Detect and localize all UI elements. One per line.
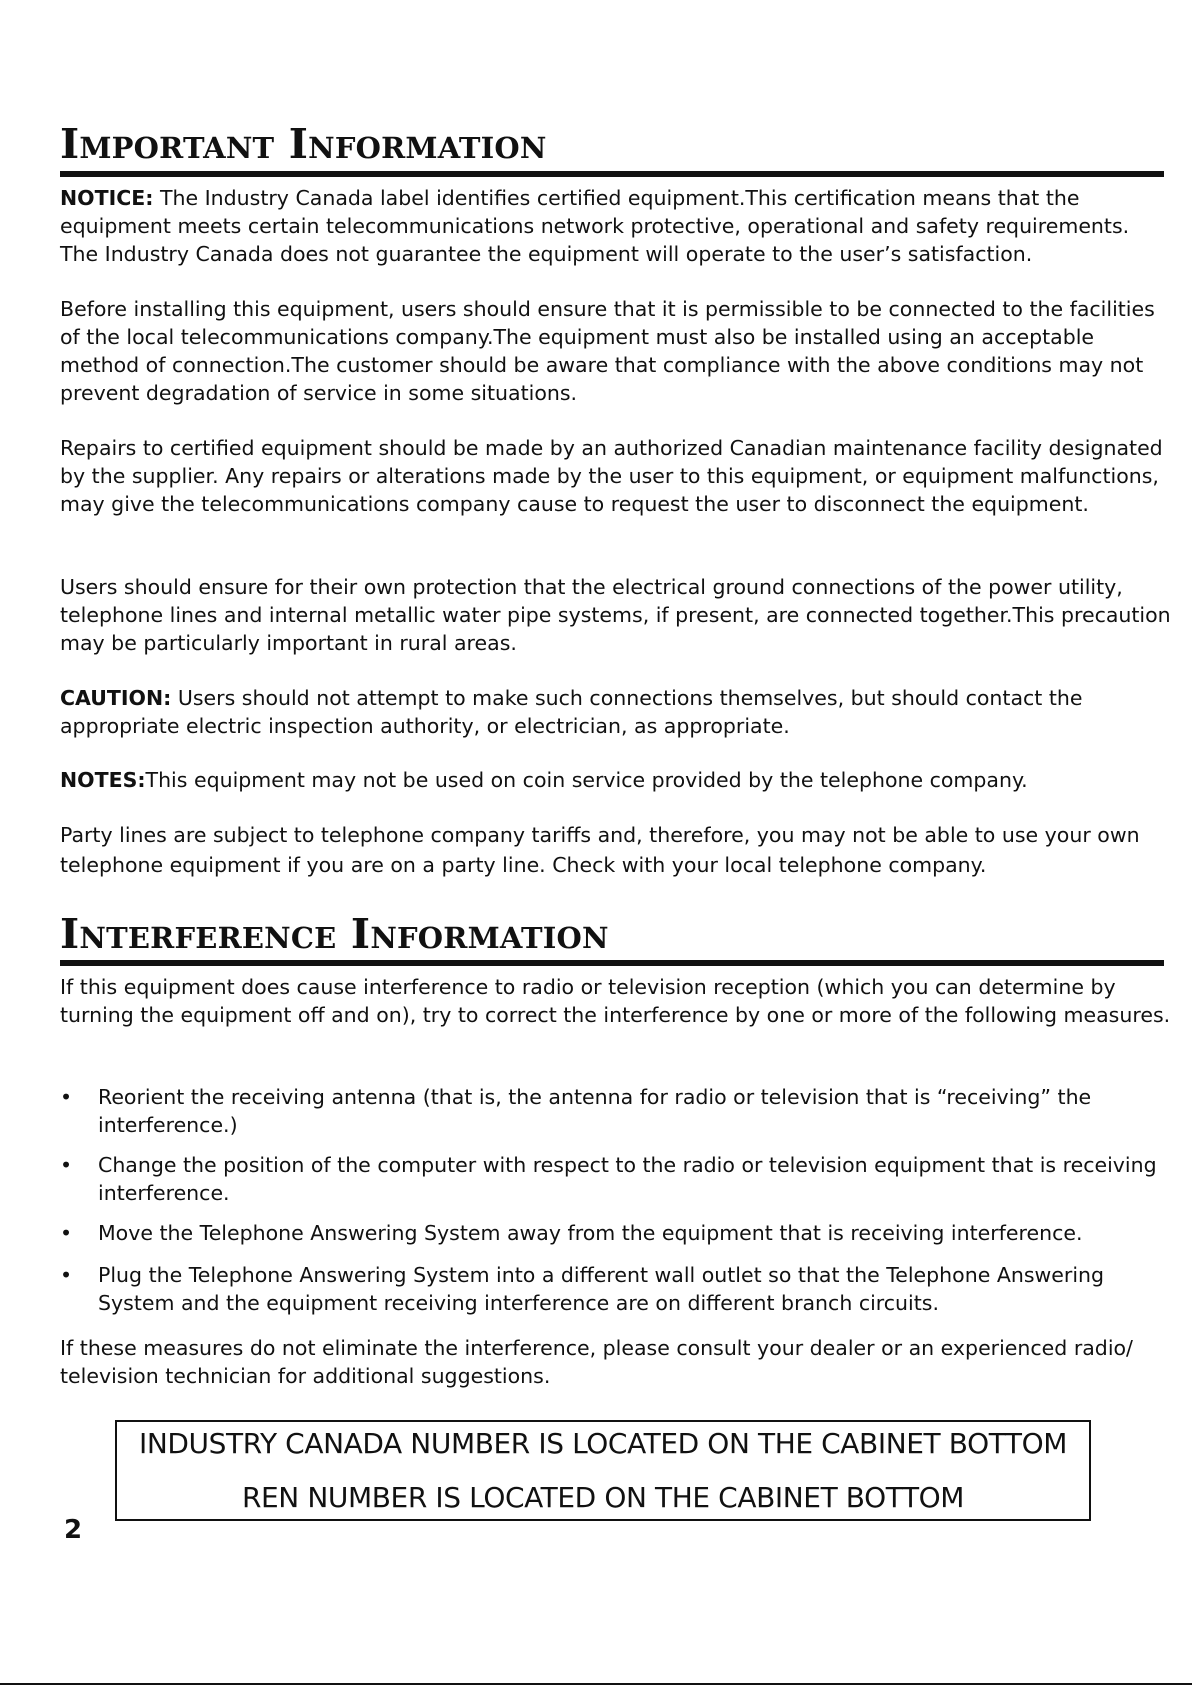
interference-measures-list	[60, 1083, 1172, 1317]
bullet-marker: •	[60, 1153, 73, 1177]
interference-closing-paragraph: If these measures do not eliminate the interference, please consult your dealer or an experienced radio/ television technician for additional suggestions.	[60, 1336, 1133, 1388]
bullet-marker: •	[60, 1085, 73, 1109]
notes-text: This equipment may not be used on coin service provided by the telephone company.	[145, 768, 1028, 792]
list-item	[60, 1151, 1172, 1207]
industry-canada-number-line: INDUSTRY CANADA NUMBER IS LOCATED ON THE CABINET BOTTOM	[138, 1427, 1068, 1460]
notice-paragraph	[60, 184, 1172, 268]
notice-text: The Industry Canada label identifies certified equipment.This certification means that the equipment meets certain telecommunications network protective, operational and safety requirements. The Industry Canada does not guarantee the equipment will operate to the user’s satisfaction.	[60, 186, 1130, 266]
installing-paragraph: Before installing this equipment, users should ensure that it is permissible to be connected to the facilities of the local telecommunications company.The equipment must also be installed using an acceptable method of connection.The customer should be aware that compliance with the above conditions may not prevent degradation of service in some situations.	[60, 297, 1155, 405]
repairs-paragraph: Repairs to certified equipment should be made by an authorized Canadian maintenance facility designated by the supplier. Any repairs or alterations made by the user to this equipment, or equipment malfunctions, may give the telecommunications company cause to request the user to disconnect the equipment.	[60, 436, 1163, 516]
cabinet-label-box	[115, 1420, 1091, 1521]
caution-paragraph	[60, 684, 1172, 740]
caution-text: Users should not attempt to make such connections themselves, but should contact the appropriate electric inspection authority, or electrician, as appropriate.	[60, 686, 1083, 738]
important-heading-rule	[60, 171, 1164, 177]
notes-label: NOTES:	[60, 768, 146, 792]
page-number: 2	[64, 1515, 83, 1545]
list-item	[60, 1083, 1172, 1139]
notes-paragraph	[60, 766, 1172, 794]
list-item-text: Plug the Telephone Answering System into a different wall outlet so that the Telephone Answering System and the equipment receiving interference are on different branch circuits.	[98, 1263, 1105, 1315]
notice-label: NOTICE:	[60, 186, 154, 210]
list-item	[60, 1219, 1172, 1247]
caution-label: CAUTION:	[60, 686, 172, 710]
list-item-text: Move the Telephone Answering System away from the equipment that is receiving interference.	[98, 1221, 1083, 1245]
list-item	[60, 1261, 1172, 1317]
list-item-text: Change the position of the computer with respect to the radio or television equipment that is receiving interference.	[98, 1153, 1157, 1205]
interference-information-heading: Interference Information	[60, 910, 609, 958]
important-information-heading: Important Information	[60, 120, 547, 168]
party-lines-paragraph: Party lines are subject to telephone company tariffs and, therefore, you may not be able to use your own telephone equipment if you are on a party line. Check with your local telephone company.	[60, 823, 1140, 877]
bullet-marker: •	[60, 1263, 73, 1287]
list-item-text: Reorient the receiving antenna (that is, the antenna for radio or television that is “receiving” the interference.)	[98, 1085, 1092, 1137]
bullet-marker: •	[60, 1221, 73, 1245]
interference-intro-paragraph: If this equipment does cause interference to radio or television reception (which you can determine by turning the equipment off and on), try to correct the interference by one or more of the following measures.	[60, 975, 1171, 1027]
ren-number-line: REN NUMBER IS LOCATED ON THE CABINET BOTTOM	[241, 1481, 965, 1514]
interference-heading-rule	[60, 960, 1164, 966]
ground-paragraph: Users should ensure for their own protection that the electrical ground connections of the power utility, telephone lines and internal metallic water pipe systems, if present, are connected together.This precaution may be particularly important in rural areas.	[60, 575, 1171, 655]
